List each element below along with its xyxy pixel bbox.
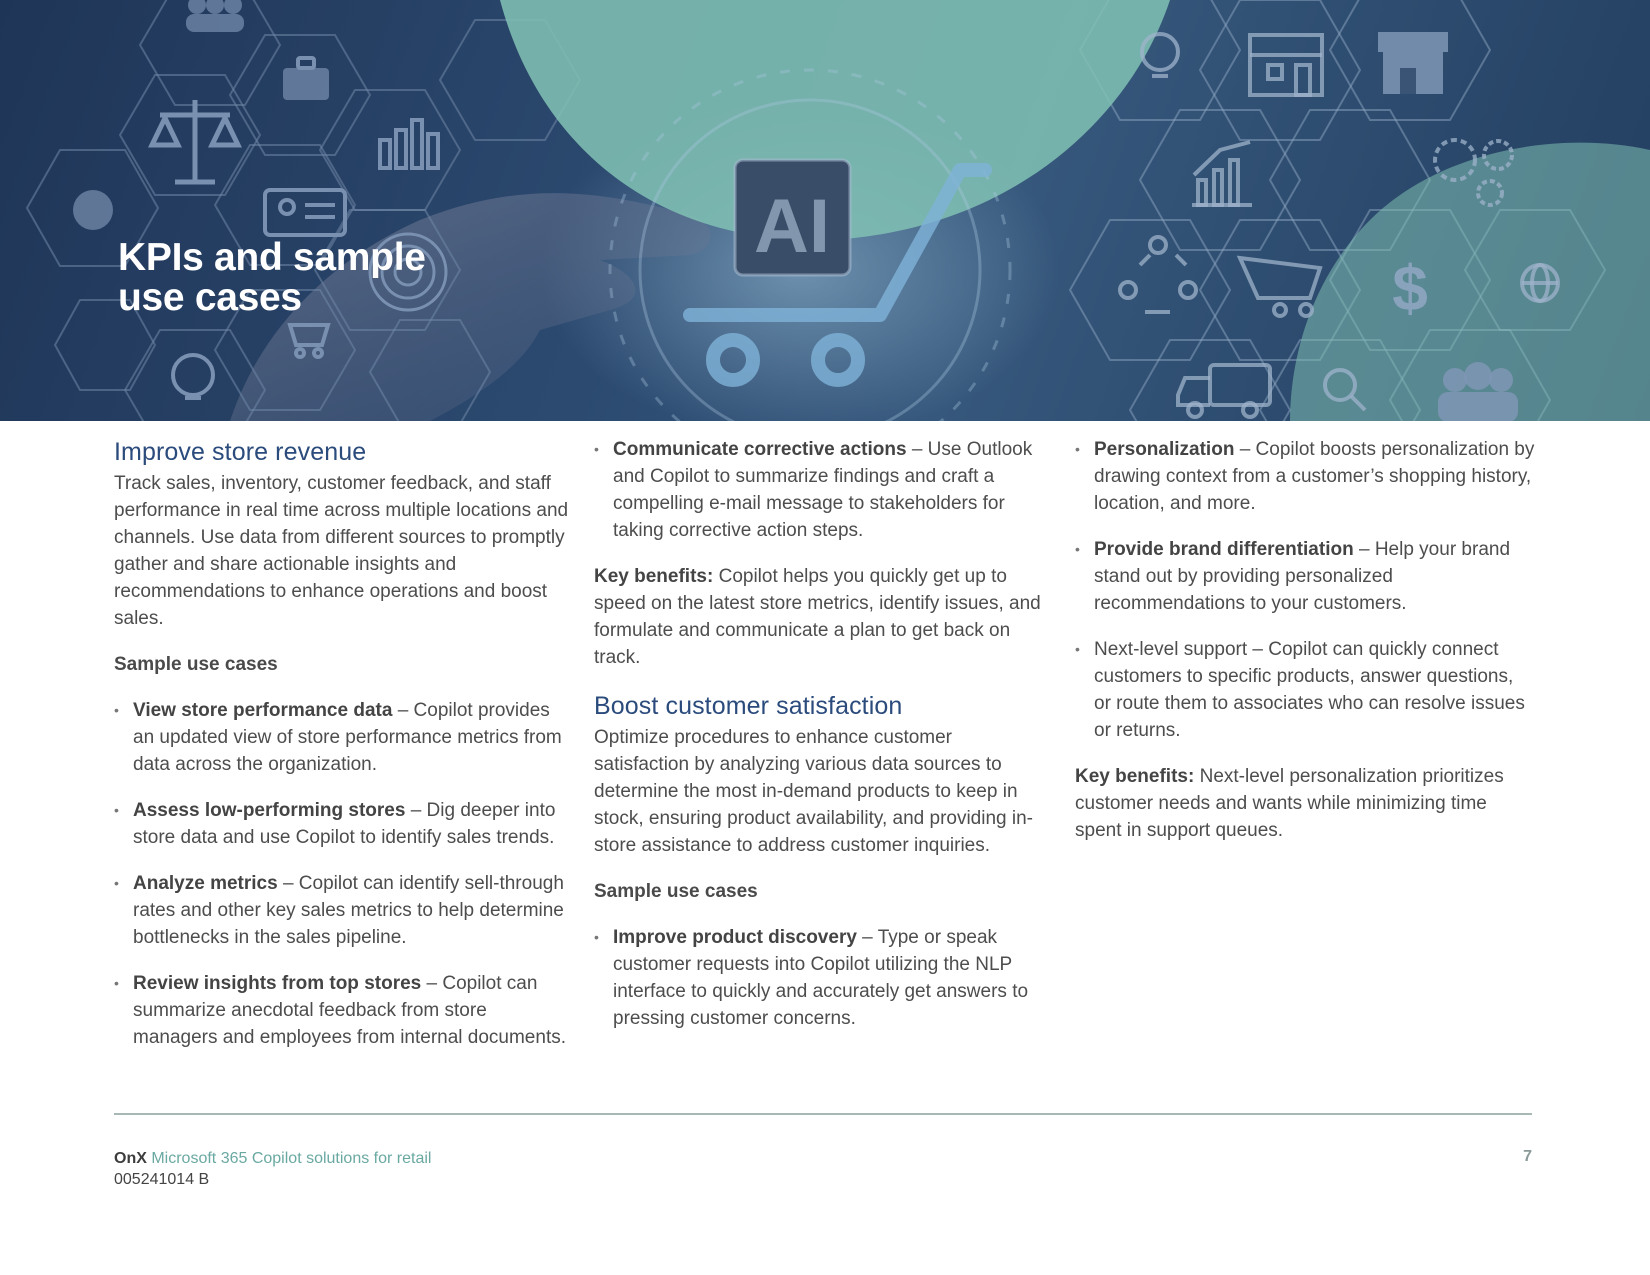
list-item-text: Next-level support – Copilot can quickly connect customers to specific products, answer questions, or route them to associates who can resolve issues or returns.	[1094, 639, 1525, 741]
list-item-text: – Dig deeper into store data and use Copilot to identify sales trends.	[133, 800, 556, 848]
key-benefits-text: Next-level personalization prioritizes customer needs and wants while minimizing time spent in support queues.	[1075, 766, 1504, 841]
lightbulb-icon	[173, 355, 213, 398]
footer-title	[114, 1148, 431, 1169]
list-item-text: – Use Outlook and Copilot to summarize findings and craft a compelling e-mail message to stakeholders for taking corrective action steps.	[613, 439, 1033, 541]
section-heading: Boost customer satisfaction	[594, 692, 903, 720]
section-intro: Optimize procedures to enhance customer satisfaction by analyzing various data sources to determine the most in-demand products to keep in stock, ensuring product availability, and providing in-store assistance to address customer inquiries.	[594, 727, 1033, 856]
store-icon	[1378, 32, 1448, 94]
list-item-text: – Copilot can identify sell-through rates and other key sales metrics to help determine bottlenecks in the sales pipeline.	[133, 873, 564, 948]
column-boost-customer-satisfaction	[594, 436, 1042, 1051]
list-item-text: – Copilot provides an updated view of store performance metrics from data across the organization.	[133, 700, 562, 775]
list-item	[114, 970, 569, 1051]
sample-use-cases-label: Sample use cases	[594, 881, 758, 902]
growth-chart-icon	[1192, 142, 1252, 205]
key-benefits	[594, 563, 1042, 671]
key-benefits-text: Copilot helps you quickly get up to speed on the latest store metrics, identify issues, and formulate and communicate a plan to get back on track.	[594, 566, 1041, 668]
list-item-title: Improve product discovery	[613, 927, 857, 948]
people-icon	[186, 0, 244, 32]
page-number: 7	[1523, 1148, 1532, 1165]
list-item-text: – Help your brand stand out by providing personalized recommendations to your customers.	[1094, 539, 1511, 614]
list-item	[1075, 636, 1535, 744]
truck-icon	[1178, 365, 1270, 417]
footer-divider	[114, 1113, 1532, 1115]
scales-icon	[152, 100, 238, 182]
footer-code: 005241014 B	[114, 1171, 210, 1188]
shopping-cart-icon	[1240, 258, 1320, 316]
column-improve-store-revenue	[114, 436, 569, 1070]
ai-chip-label: AI	[754, 184, 830, 269]
list-item	[114, 870, 569, 951]
list-item-title: Personalization	[1094, 439, 1235, 460]
list-item	[114, 697, 569, 778]
id-card-icon	[265, 190, 345, 235]
list-item	[594, 436, 1042, 544]
hero-banner	[0, 0, 1650, 421]
list-item	[114, 797, 569, 851]
globe-icon	[73, 190, 113, 230]
page-title: KPIs and sample use cases	[118, 236, 426, 319]
briefcase-icon	[283, 58, 329, 100]
list-item-title: View store performance data	[133, 700, 393, 721]
footer-product: Microsoft 365 Copilot solutions for retail	[151, 1150, 432, 1167]
list-item	[594, 924, 1042, 1032]
network-people-icon	[1120, 237, 1196, 312]
key-benefits-label: Key benefits:	[1075, 766, 1195, 787]
column-personalization	[1075, 436, 1535, 844]
list-item-text: – Copilot can summarize anecdotal feedback from store managers and employees from internal documents.	[133, 973, 567, 1048]
list-item	[1075, 536, 1535, 617]
store-icon	[1250, 35, 1322, 95]
section-intro: Track sales, inventory, customer feedback, and staff performance in real time across multiple locations and channels. Use data from different sources to promptly gather and share actionable insights and recommendations to enhance operations and boost sales.	[114, 473, 569, 629]
use-case-list	[114, 697, 569, 1051]
list-item-title: Review insights from top stores	[133, 973, 422, 994]
list-item-title: Communicate corrective actions	[613, 439, 907, 460]
ai-chip-icon	[735, 160, 850, 275]
lightbulb-icon	[1142, 34, 1178, 76]
sample-use-cases-label: Sample use cases	[114, 654, 278, 675]
list-item-text: – Type or speak customer requests into Copilot utilizing the NLP interface to quickly and accurately get answers to pressing customer concerns.	[613, 927, 1029, 1029]
bar-chart-icon	[380, 120, 438, 168]
use-case-list	[1075, 436, 1535, 744]
list-item-title: Provide brand differentiation	[1094, 539, 1354, 560]
list-item-title: Analyze metrics	[133, 873, 278, 894]
list-item-text: – Copilot boosts personalization by drawing context from a customer’s shopping history, location, and more.	[1094, 439, 1535, 514]
list-item-title: Assess low-performing stores	[133, 800, 406, 821]
footer-brand: OnX	[114, 1150, 147, 1167]
dollar-icon: $	[1392, 252, 1428, 324]
hero-illustration	[0, 0, 1650, 421]
section-heading: Improve store revenue	[114, 438, 367, 466]
list-item	[1075, 436, 1535, 517]
key-benefits-label: Key benefits:	[594, 566, 714, 587]
use-case-list	[594, 436, 1042, 544]
footer	[114, 1148, 431, 1190]
use-case-list	[594, 924, 1042, 1032]
key-benefits	[1075, 763, 1535, 844]
